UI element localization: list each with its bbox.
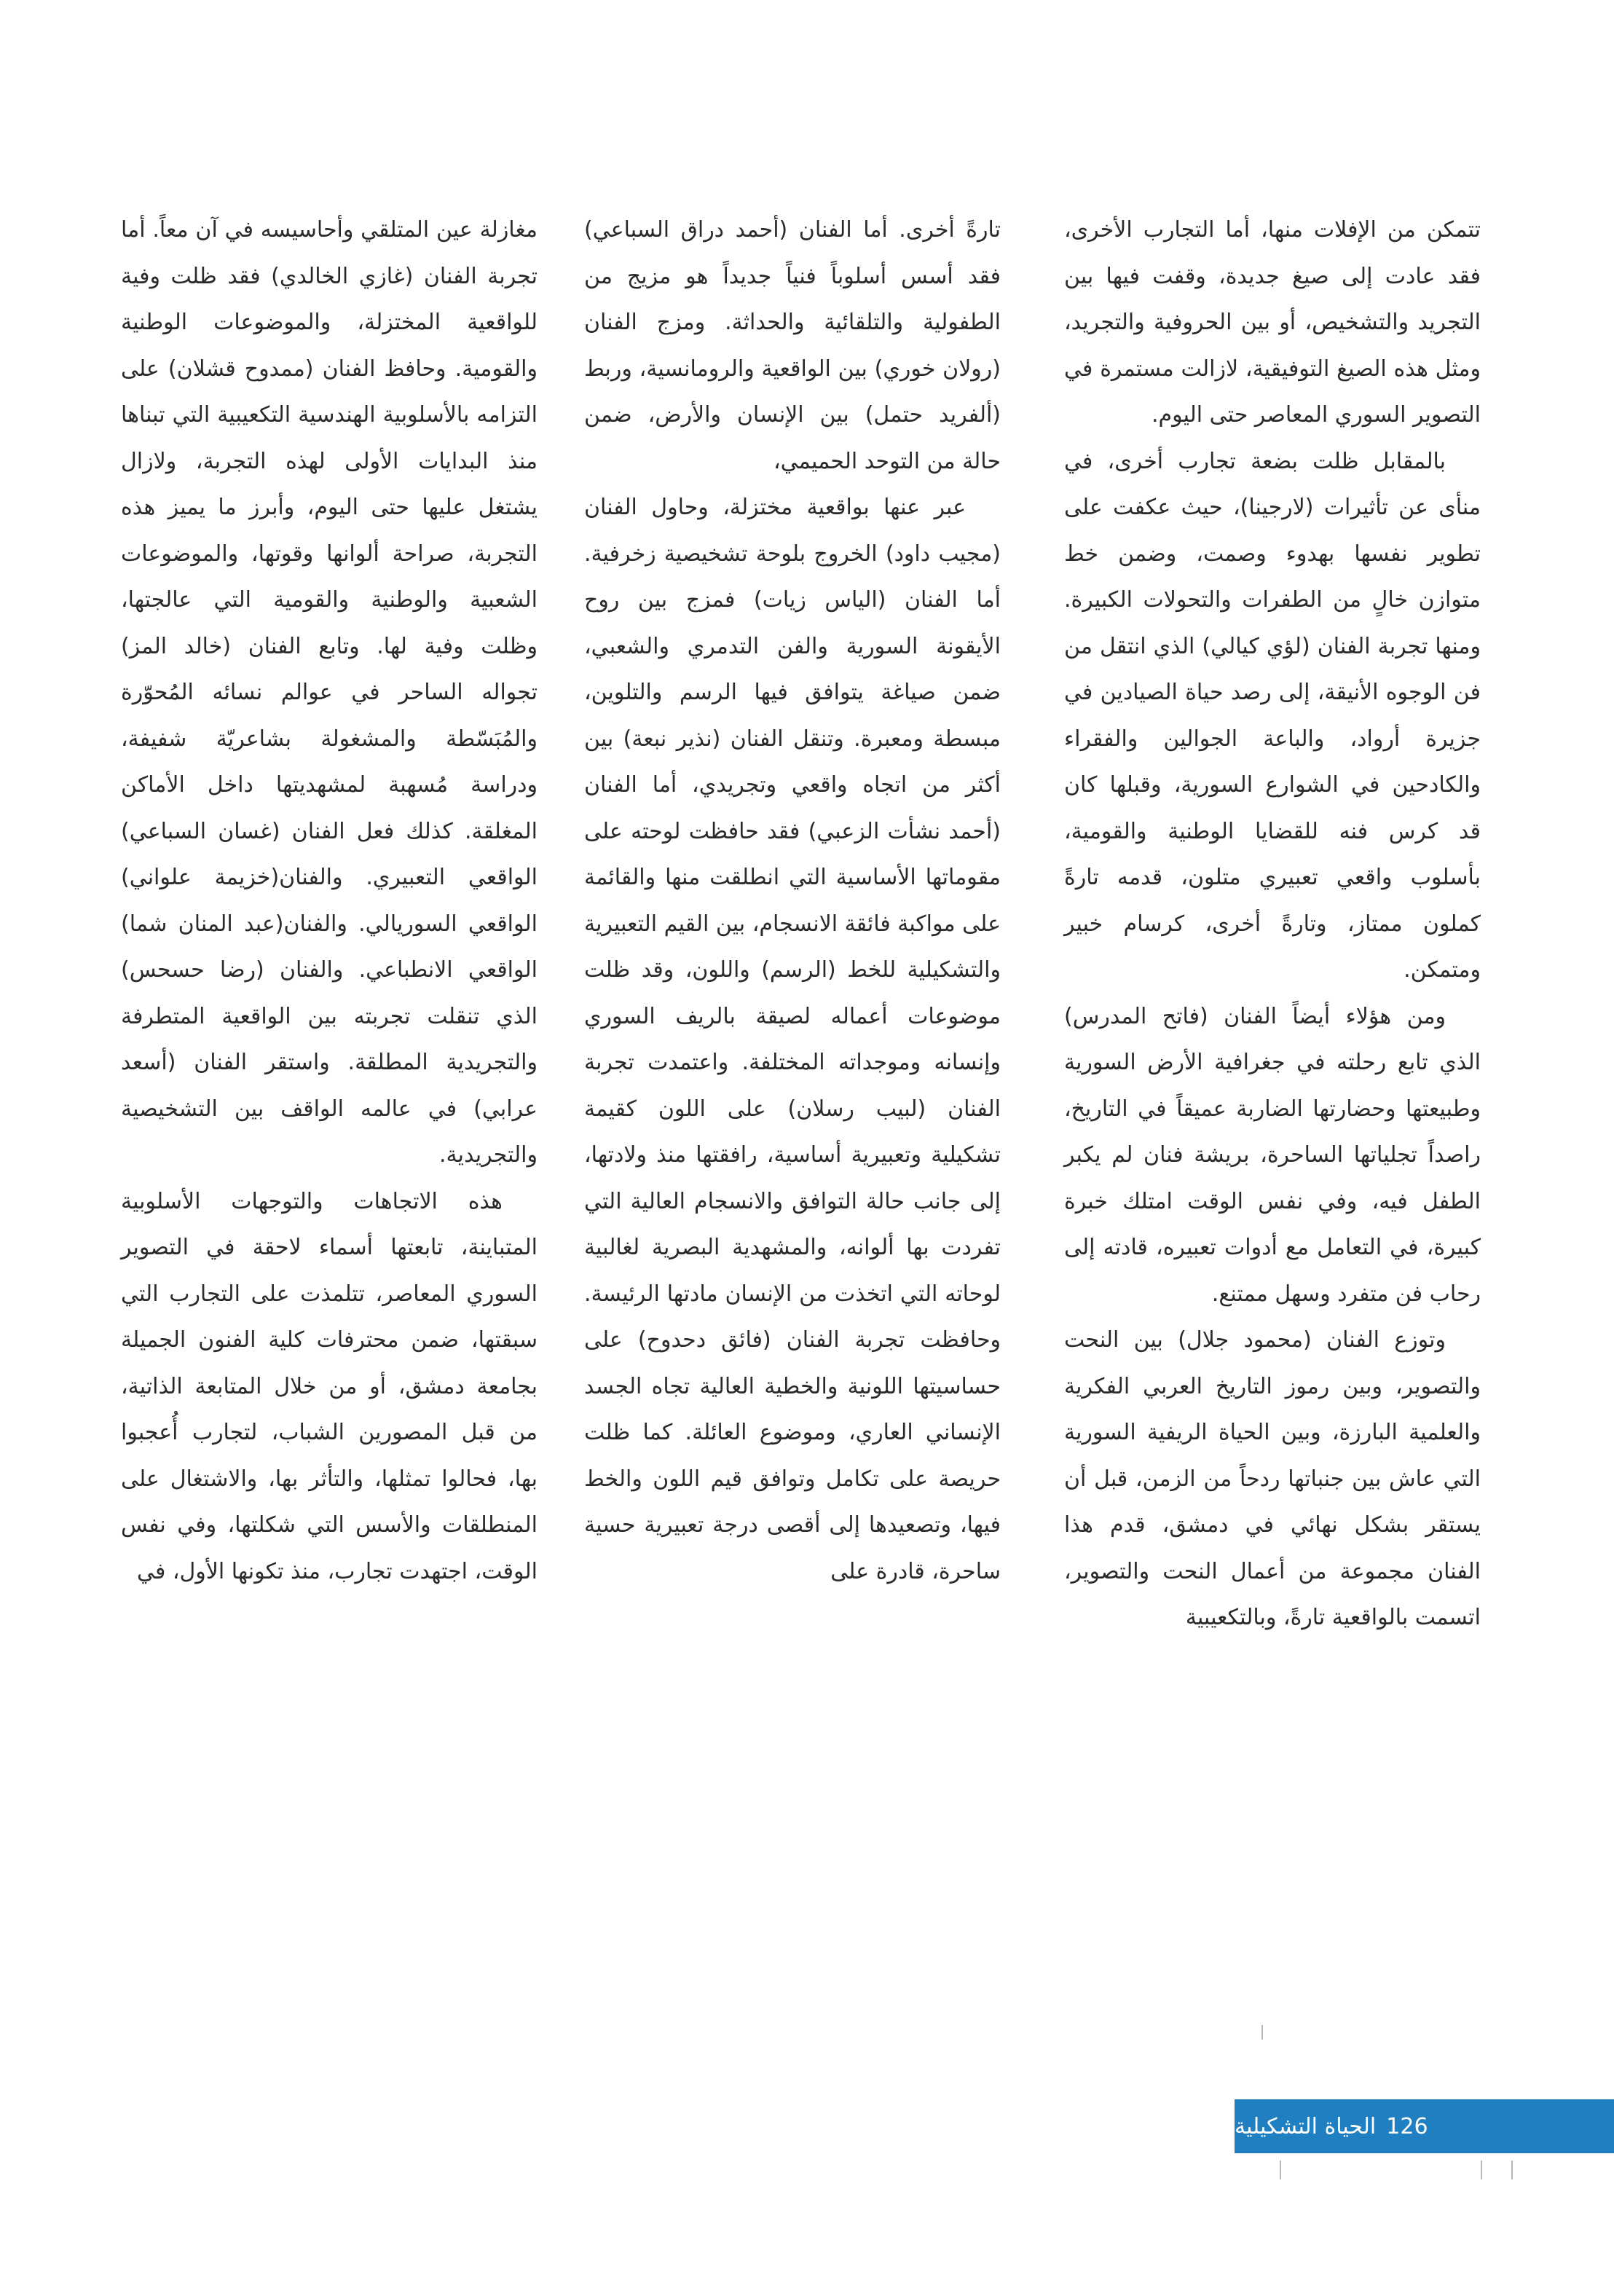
text-column-left: [121, 207, 538, 1595]
crop-mark: [1261, 2025, 1263, 2040]
paragraph: وتوزع الفنان (محمود جلال) بين النحت والتصوير، وبين رموز التاريخ العربي الفكرية والعلمية البارزة، وبين الحياة الريفية السورية التي عاش بين جنباتها ردحاً من الزمن، قبل أن يستقر بشكل نهائي في دمشق، قدم هذا الفنان مجموعة من أعمال النحت والتصوير، اتسمت بالواقعية تارةً، وبالتكعيبية: [1064, 1327, 1481, 1630]
paragraph: مغازلة عين المتلقي وأحاسيسه في آن معاً. أما تجربة الفنان (غازي الخالدي) فقد ظلت وفية للواقعية المختزلة، والموضوعات الوطنية والقومية. وحافظ الفنان (ممدوح قشلان) على التزامه بالأسلوبية الهندسية التكعيبية التي تبناها منذ البدايات الأولى لهذه التجربة، ولازال يشتغل عليها حتى اليوم، وأبرز ما يميز هذه التجربة، صراحة ألوانها وقوتها، والموضوعات الشعبية والوطنية والقومية التي عالجتها، وظلت وفية لها. وتابع الفنان (خالد المز) تجواله الساحر في عوالم نسائه المُحوّرة والمُبَسّطة والمشغولة بشاعريّة شفيفة، ودراسة مُسهبة لمشهديتها داخل الأماكن المغلقة. كذلك فعل الفنان (غسان السباعي) الواقعي التعبيري. والفنان(خزيمة علواني) الواقعي السوريالي. والفنان(عبد المنان شما) الواقعي الانطباعي. والفنان (رضا حسحس) الذي تنقلت تجربته بين الواقعية المتطرفة والتجريدية المطلقة. واستقر الفنان (أسعد عرابي) في عالمه الواقف بين التشخيصية والتجريدية.: [121, 217, 538, 1168]
paragraph: عبر عنها بواقعية مختزلة، وحاول الفنان (مجيب داود) الخروج بلوحة تشخيصية زخرفية. أما الفنان (الياس زيات) فمزج بين روح الأيقونة السورية والفن التدمري والشعبي، ضمن صياغة يتوافق فيها الرسم والتلوين، مبسطة ومعبرة. وتنقل الفنان (نذير نبعة) بين أكثر من اتجاه واقعي وتجريدي، أما الفنان (أحمد نشأت الزعبي) فقد حافظت لوحته على مقوماتها الأساسية التي انطلقت منها والقائمة على مواكبة فائقة الانسجام، بين القيم التعبيرية والتشكيلية للخط (الرسم) واللون، وقد ظلت موضوعات أعماله لصيقة بالريف السوري وإنسانه وموجداته المختلفة. واعتمدت تجربة الفنان (لبيب رسلان) على اللون كقيمة تشكيلية وتعبيرية أساسية، رافقتها منذ ولادتها، إلى جانب حالة التوافق والانسجام العالية التي تفردت بها ألوانه، والمشهدية البصرية لغالبية لوحاته التي اتخذت من الإنسان مادتها الرئيسة. وحافظت تجربة الفنان (فائق دحدوح) على حساسيتها اللونية والخطية العالية تجاه الجسد الإنساني العاري، وموضوع العائلة. كما ظلت حريصة على تكامل وتوافق قيم اللون والخط فيها، وتصعيدها إلى أقصى درجة تعبيرية حسية ساحرة، قادرة على: [584, 495, 1001, 1584]
crop-mark: [1511, 2161, 1513, 2179]
paragraph: هذه الاتجاهات والتوجهات الأسلوبية المتباينة، تابعتها أسماء لاحقة في التصوير السوري المعاصر، تتلمذت على التجارب التي سبقتها، ضمن محترفات كلية الفنون الجميلة بجامعة دمشق، أو من خلال المتابعة الذاتية، من قبل المصورين الشباب، لتجارب أُعجبوا بها، فحالوا تمثلها، والتأثر بها، والاشتغال على المنطلقات والأسس التي شكلتها، وفي نفس الوقت، اجتهدت تجارب، منذ تكونها الأول، في: [121, 1188, 538, 1584]
page-footer: [1235, 2099, 1614, 2153]
paragraph: بالمقابل ظلت بضعة تجارب أخرى، في منأى عن تأثيرات (لارجينا)، حيث عكفت على تطوير نفسها بهدوء وصمت، وضمن خط متوازن خالٍ من الطفرات والتحولات الكبيرة. ومنها تجربة الفنان (لؤي كيالي) الذي انتقل من فن الوجوه الأنيقة، إلى رصد حياة الصيادين في جزيرة أرواد، والباعة الجوالين والفقراء والكادحين في الشوارع السورية، وقبلها كان قد كرس فنه للقضايا الوطنية والقومية، بأسلوب واقعي تعبيري متلون، قدمه تارةً كملون ممتاز، وتارةً أخرى، كرسام خبير ومتمكن.: [1064, 448, 1481, 983]
paragraph: تارةً أخرى. أما الفنان (أحمد دراق السباعي) فقد أسس أسلوباً فنياً جديداً هو مزيج من الطفولية والتلقائية والحداثة. ومزج الفنان (رولان خوري) بين الواقعية والرومانسية، وربط (ألفريد حتمل) بين الإنسان والأرض، ضمن حالة من التوحد الحميمي،: [584, 217, 1001, 474]
paragraph: تتمكن من الإفلات منها، أما التجارب الأخرى، فقد عادت إلى صيغ جديدة، وقفت فيها بين التجريد والتشخيص، أو بين الحروفية والتجريد، ومثل هذه الصيغ التوفيقية، لازالت مستمرة في التصوير السوري المعاصر حتى اليوم.: [1064, 217, 1481, 428]
paragraph: ومن هؤلاء أيضاً الفنان (فاتح المدرس) الذي تابع رحلته في جغرافية الأرض السورية وطبيعتها وحضارتها الضاربة عميقاً في التاريخ، راصداً تجلياتها الساحرة، بريشة فنان لم يكبر الطفل فيه، وفي نفس الوقت امتلك خبرة كبيرة، في التعامل مع أدوات تعبيره، قادته إلى رحاب فن متفرد وسهل ممتنع.: [1064, 1003, 1481, 1307]
crop-mark: [1280, 2161, 1281, 2179]
text-column-right: [1064, 207, 1481, 1641]
page-number: 126: [1386, 2113, 1428, 2139]
text-column-middle: [584, 207, 1001, 1595]
crop-mark: [1481, 2161, 1482, 2179]
magazine-name: الحياة التشكيلية: [1235, 2113, 1377, 2139]
